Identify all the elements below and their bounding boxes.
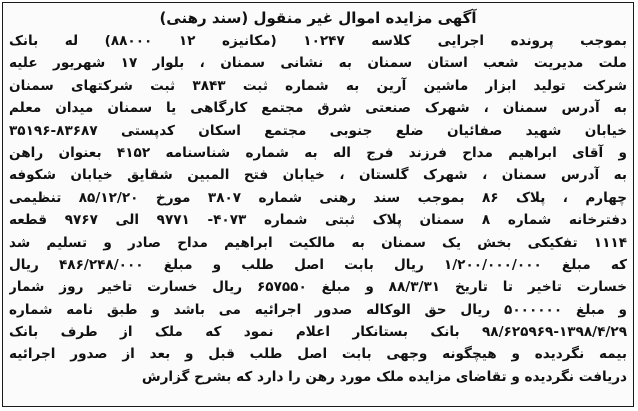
notice-line: چهارم ، پلاک ۸۶ بموجب سند رهنی شماره ۳۸۰۷ مورخ ۸۵/۱۲/۲۰ تنظیمی — [9, 189, 627, 206]
notice-line: ملت مدیریت شعب استان سمنان به نشانی سمنان ، بلوار ۱۷ شهریور علیه — [9, 55, 627, 72]
notice-line: خسارت تاخیر تا تاریخ ۸۸/۳/۳۱ و مبلغ ۶۵۷۵۵۰ ریال خسارت تاخیر روز شمار — [9, 279, 627, 296]
notice-line: و آقای ابراهیم مداح فرزند فرج اله به شماره شناسنامه ۴۱۵۲ بعنوان راهن — [9, 144, 627, 161]
notice-line: ۹۸/۶۲۵۹۶۹-۱۳۹۸/۴/۲۹ بانک بستانکار اعلام نمود که ملک از طرف بانک — [9, 324, 627, 341]
notice-line: خیابان شهید صفائیان ضلع جنوبی مجتمع اسکان کدپستی ۸۳۶۸۷-۳۵۱۹۶ — [9, 122, 627, 139]
notice-line: که مبلغ ۱/۲۰۰/۰۰۰/۰۰۰ ریال بابت اصل طلب و مبلغ ۴۸۶/۲۴۸/۰۰۰ ریال — [9, 256, 627, 273]
notice-line: دریافت نگردیده و تقاضای مزایده ملک مورد رهن را دارد که بشرح گزارش — [141, 368, 627, 385]
notice-line: شرکت تولید ابزار ماشین آرین به شماره ثبت ۳۸۴۳ ثبت شرکتهای سمنان — [9, 77, 627, 94]
notice-line: به آدرس سمنان ، شهرک گلستان ، خیابان فتح المبین شقایق خیابان شکوفه — [9, 167, 627, 184]
auction-notice — [9, 7, 627, 388]
notice-line: ۱۱۱۴ تفکیکی بخش یک سمنان به مالکیت ابراهیم مداح صادر و تسلیم شد — [9, 234, 627, 251]
notice-line: بیمه نگردیده و هیچگونه وجهی بابت اصل طلب قبل و بعد از صدور اجرائیه — [9, 346, 627, 363]
notice-frame — [2, 2, 634, 407]
notice-line: دفترخانه شماره ۸ سمنان پلاک ثبتی شماره ۴۰۷۳- ۹۷۷۱ الی ۹۷۶۷ قطعه — [9, 212, 627, 229]
notice-line: به آدرس سمنان ، شهرک صنعتی شرق مجتمع کارگاهی یا سمنان میدان معلم — [9, 100, 627, 117]
notice-line: بموجب پرونده اجرایی کلاسه ۱۰۲۴۷ (مکانیزه ۱۲ ۸۸۰۰۰) له بانک — [9, 33, 627, 49]
notice-title: آگهی مزایده اموال غیر منقول (سند رهنی) — [159, 9, 477, 27]
notice-line: و مبلغ ۵۰۰۰۰۰۰ ریال حق الوکاله صدور اجرائیه می باشد و طبق نامه شماره — [9, 301, 627, 318]
